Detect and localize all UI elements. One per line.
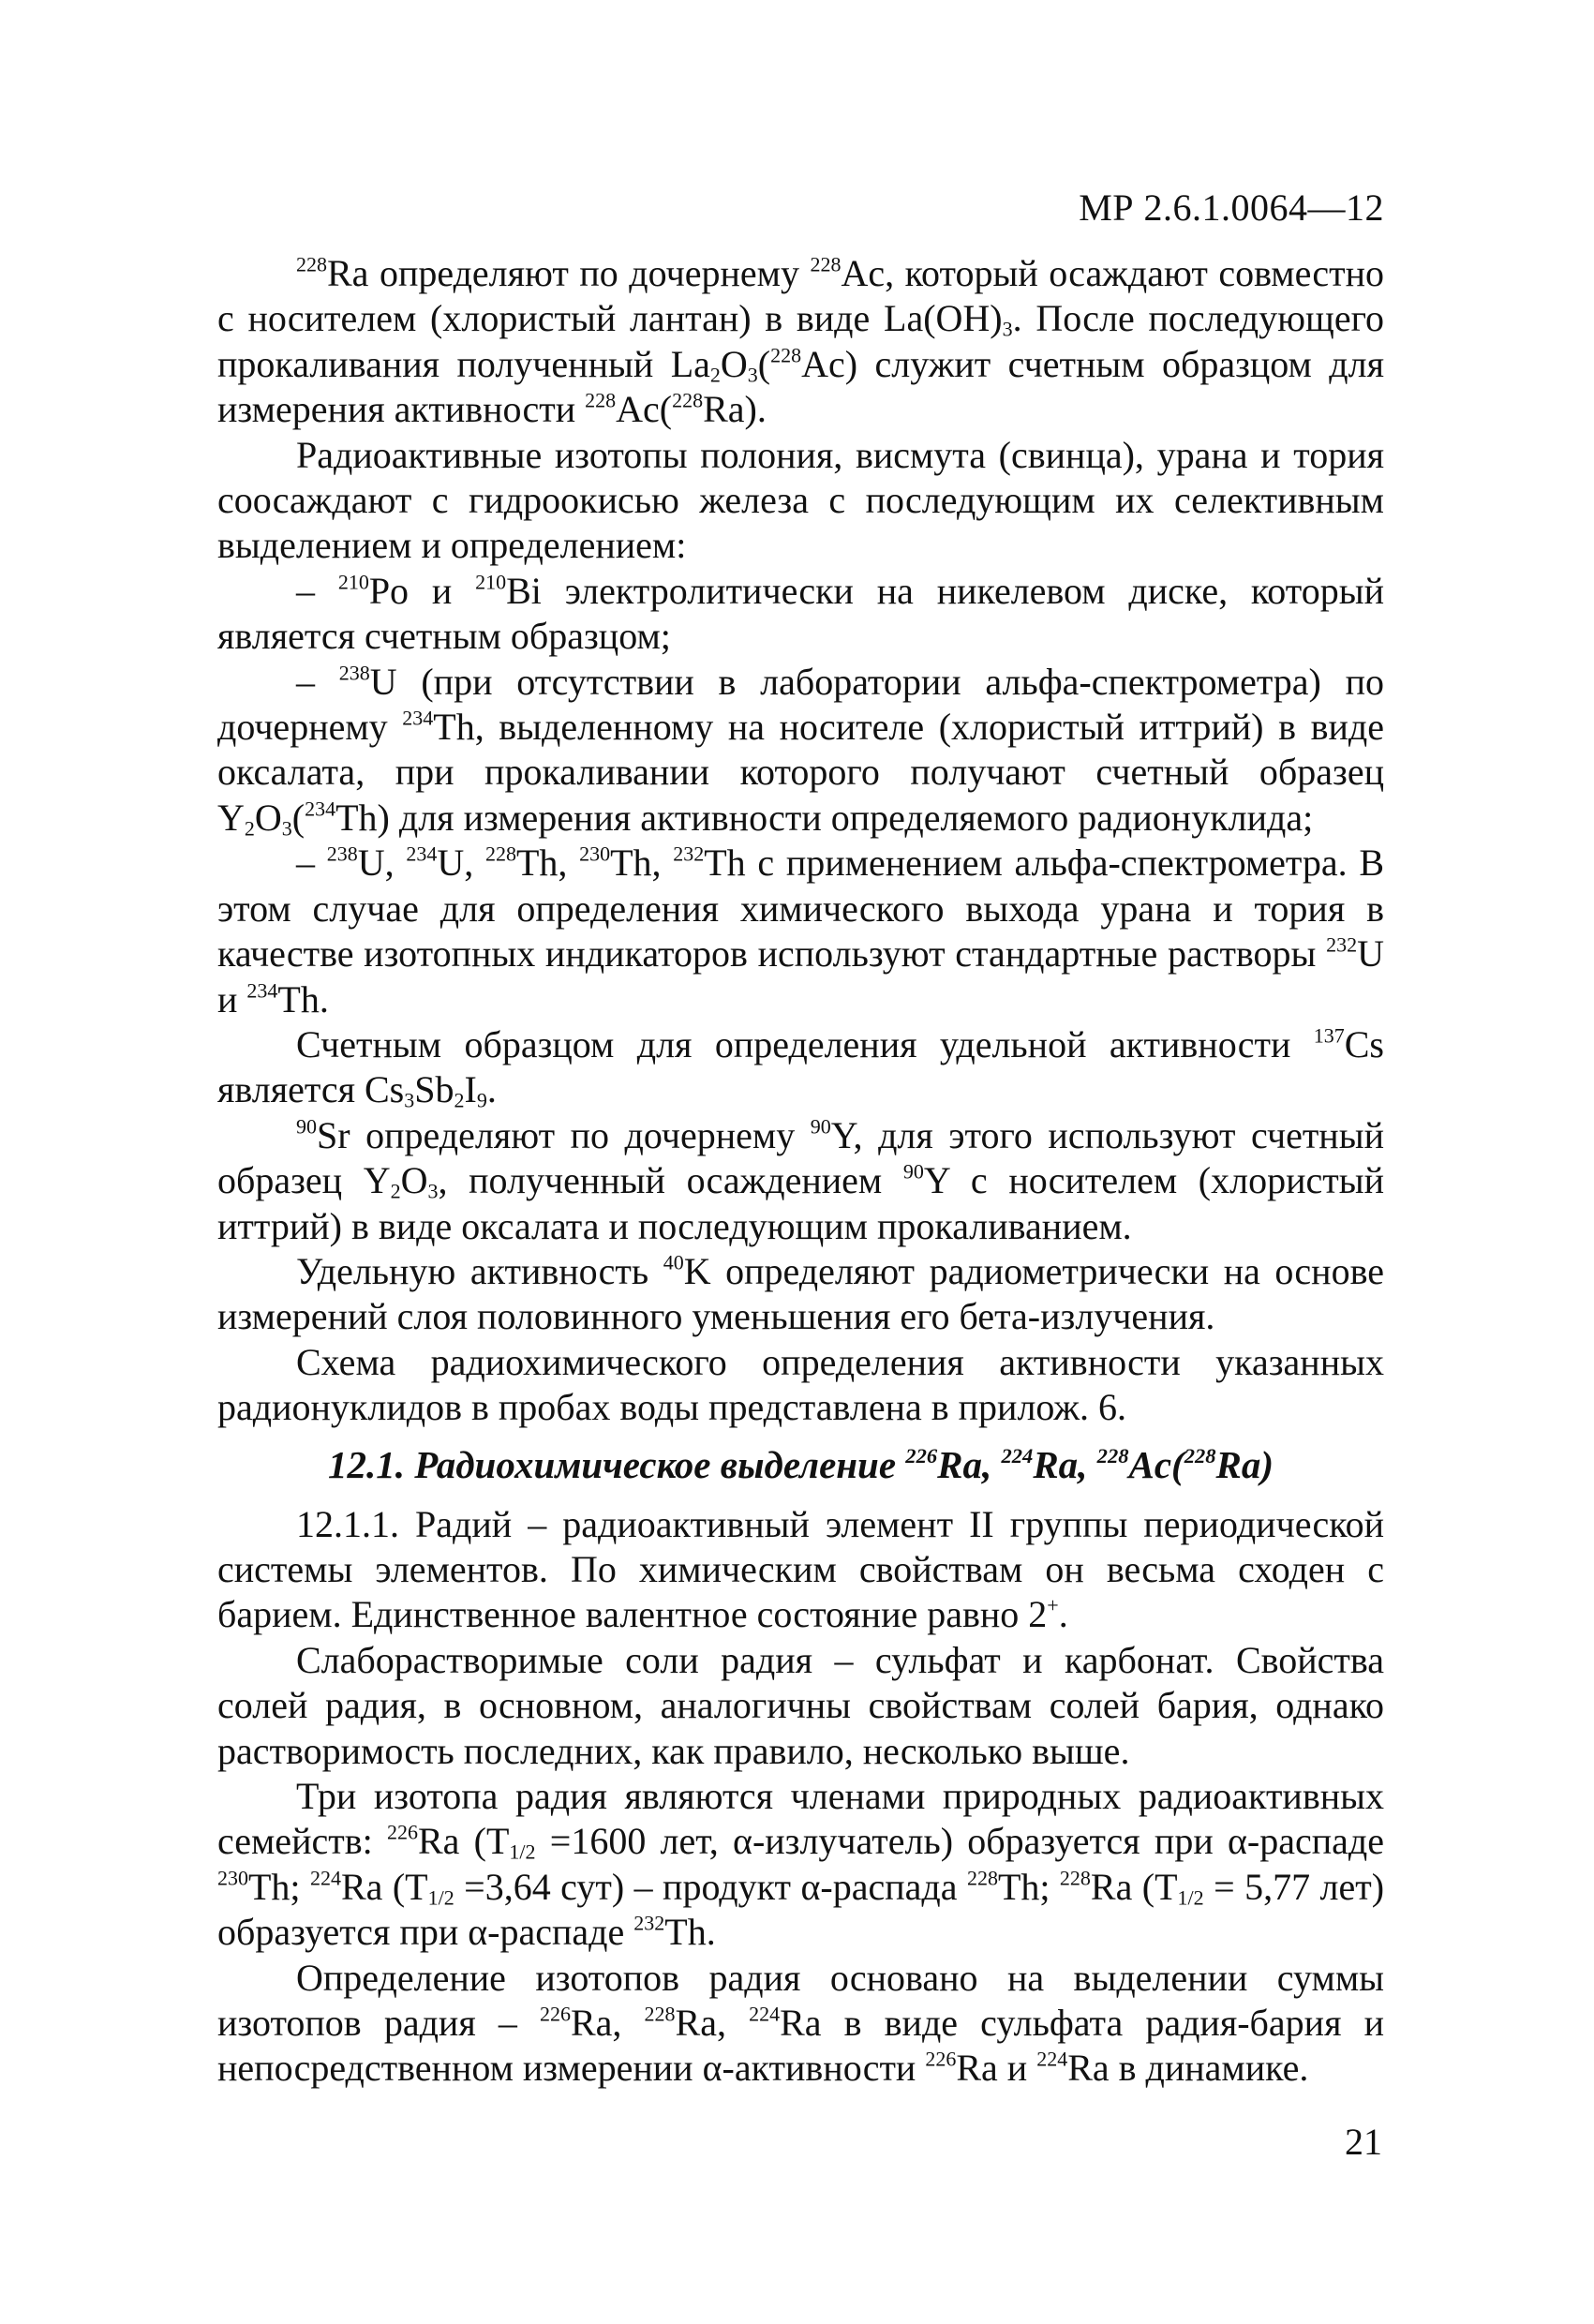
page-body bbox=[217, 251, 1384, 2092]
paragraph: $^{228}$Ra определяют по дочернему $^{228}$Ac, который осаждают совместно с носителем (хлористый лантан) в виде $La(OH)_3$. После последующего прокаливания полученный $La_2O_3(^{228}Ac)$ служит счетным образцом для измерения активности $^{228}$Ac($^{228}$Ra). bbox=[217, 252, 1384, 431]
paragraph: $^{90}$Sr определяют по дочернему $^{90}$Y, для этого используют счетный образец $Y_2O_3$, полученный осаждением $^{90}$Y с носителем (хлористый иттрий) в виде оксалата и последующим прокаливанием. bbox=[217, 1113, 1385, 1247]
document-code: МР 2.6.1.0064—12 bbox=[1079, 186, 1384, 229]
paragraph: Три изотопа радия являются членами природных радиоактивных семейств: $^{226}$Ra ($T_{1/2} =1600$ лет, α-излучатель) образуется при α-распаде $^{230}$Th; $^{224}$Ra ($T_{1/2} =3,64$ сут) – продукт α-распада $^{228}$Th; $^{228}$Ra ($T_{1/2} = 5,77$ лет) образуется при α-распаде $^{232}$Th. bbox=[217, 1775, 1385, 1954]
paragraph: Удельную активность $^{40}$K определяют радиометрически на основе измерений слоя половинного уменьшения его бета-излучения. bbox=[217, 1249, 1384, 1338]
page-number: 21 bbox=[1345, 2121, 1382, 2163]
paragraph: 12.1.1. Радий – радиоактивный элемент II группы периодической системы элементов. По химическим свойствам он весьма сходен с барием. Единственное валентное состояние равно 2+. bbox=[217, 1502, 1384, 1636]
paragraph: Слаборастворимые соли радия – сульфат и карбонат. Свойства солей радия, в основном, аналогичны свойствам солей бария, однако растворимость последних, как правило, несколько выше. bbox=[217, 1638, 1384, 1772]
list-item: – $^{238}$U, $^{234}$U, $^{228}$Th, $^{230}$Th, $^{232}$Th с применением альфа-спектрометра. В этом случае для определения химического выхода урана и тория в качестве изотопных индикаторов используют стандартные растворы $^{232}$U и $^{234}$Th. bbox=[217, 842, 1385, 1020]
list-item: – $^{238}$U (при отсутствии в лаборатории альфа-спектрометра) по дочернему $^{234}$Th, выделенному на носителе (хлористый иттрий) в виде оксалата, при прокаливании которого получают счетный образец $Y_2O_3(^{234}Th)$ для измерения активности определяемого радионуклида; bbox=[217, 660, 1384, 841]
paragraph: Радиоактивные изотопы полония, висмута (свинца), урана и тория соосаждают с гидроокисью железа с последующим их селективным выделением и определением: bbox=[217, 433, 1384, 567]
section-heading: 12.1. Радиохимическое выделение $^{226}$Ra, $^{224}$Ra, $^{228}$Ac($^{228}$Ra) bbox=[327, 1442, 1274, 1486]
paragraph: Счетным образцом для определения удельной активности $^{137}$Cs является $Cs_3Sb_2I_9$. bbox=[217, 1022, 1384, 1112]
list-item: – $^{210}$Po и $^{210}$Bi электролитически на никелевом диске, который является счетным образцом; bbox=[217, 569, 1385, 658]
paragraph: Определение изотопов радия основано на выделении суммы изотопов радия – $^{226}$Ra, $^{228}$Ra, $^{224}$Ra в виде сульфата радия-бария и непосредственном измерении α-активности $^{226}$Ra и $^{224}$Ra в динамике. bbox=[217, 1956, 1385, 2090]
paragraph: Схема радиохимического определения активности указанных радионуклидов в пробах воды представлена в прилож. 6. bbox=[217, 1340, 1384, 1429]
